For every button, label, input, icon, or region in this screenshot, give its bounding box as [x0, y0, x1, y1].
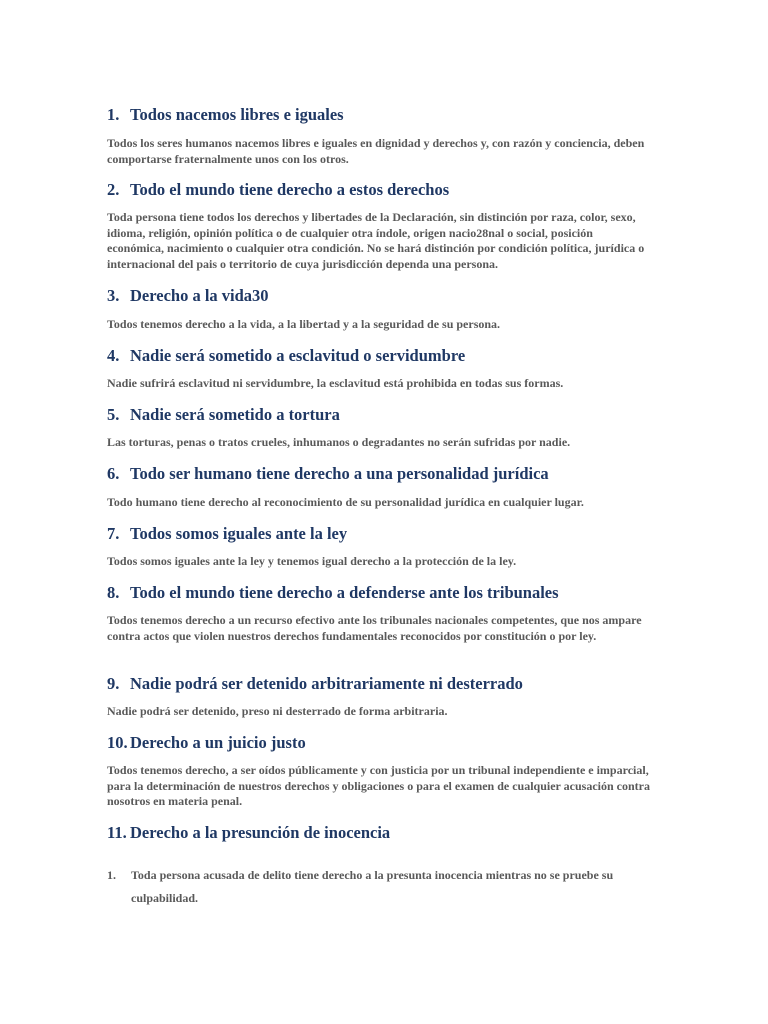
article-number: 5. — [107, 405, 120, 424]
list-item-number: 1. — [107, 868, 116, 882]
article-text-9: Nadie podrá ser detenido, preso ni desterrado de forma arbitraria. — [107, 704, 448, 718]
article-title: Derecho a la vida30 — [130, 286, 269, 305]
article-number: 7. — [107, 524, 120, 543]
article-heading-5 — [107, 405, 340, 425]
article-title: Nadie será sometido a tortura — [130, 405, 340, 424]
article-number: 11. — [107, 823, 127, 842]
article-title: Nadie será sometido a esclavitud o servidumbre — [130, 346, 466, 365]
article-number: 1. — [107, 105, 120, 124]
article-heading-8 — [107, 583, 559, 603]
article-number: 9. — [107, 674, 120, 693]
list-item — [107, 864, 652, 910]
article-heading-3 — [107, 286, 269, 306]
article-number: 8. — [107, 583, 120, 602]
article-number: 2. — [107, 180, 120, 199]
article-heading-10 — [107, 733, 306, 753]
article-text-5: Las torturas, penas o tratos crueles, inhumanos o degradantes no serán sufridas por nadie. — [107, 435, 571, 449]
article-text-2: Toda persona tiene todos los derechos y libertades de la Declaración, sin distinción por raza, color, sexo, idioma, religión, opinión política o de cualquier otra índole, origen nacio28nal o social, posición económica, nacimiento o cualquier otra condición. No se hará distinción por condición política, jurídica o internacional del pais o territorio de cuya jurisdicción dependa una persona. — [107, 210, 645, 271]
article-heading-9 — [107, 674, 523, 694]
article-text-8: Todos tenemos derecho a un recurso efectivo ante los tribunales nacionales competentes, que nos ampare contra actos que violen nuestros derechos fundamentales reconocidos por constitución o por ley. — [107, 613, 642, 643]
article-text-3: Todos tenemos derecho a la vida, a la libertad y a la seguridad de su persona. — [107, 317, 501, 331]
article-text-4: Nadie sufrirá esclavitud ni servidumbre, la esclavitud está prohibida en todas sus formas. — [107, 376, 564, 390]
article-title: Derecho a la presunción de inocencia — [130, 823, 391, 842]
article-title: Nadie podrá ser detenido arbitrariamente ni desterrado — [130, 674, 523, 693]
article-title: Todos nacemos libres e iguales — [130, 105, 344, 124]
article-text-1: Todos los seres humanos nacemos libres e iguales en dignidad y derechos y, con razón y conciencia, deben comportarse fraternalmente unos con los otros. — [107, 136, 645, 166]
article-number: 6. — [107, 464, 120, 483]
article-number: 10. — [107, 733, 128, 752]
article-heading-1 — [107, 105, 344, 125]
article-heading-7 — [107, 524, 347, 544]
article-heading-2 — [107, 180, 449, 200]
article-heading-11 — [107, 823, 390, 843]
article-number: 3. — [107, 286, 120, 305]
article-title: Derecho a un juicio justo — [130, 733, 306, 752]
article-number: 4. — [107, 346, 120, 365]
article-text-6: Todo humano tiene derecho al reconocimiento de su personalidad jurídica en cualquier lugar. — [107, 495, 584, 509]
article-title: Todos somos iguales ante la ley — [130, 524, 348, 543]
list-item-text: Toda persona acusada de delito tiene derecho a la presunta inocencia mientras no se pruebe su culpabilidad. — [131, 868, 614, 905]
presumption-sublist — [107, 864, 652, 910]
article-heading-4 — [107, 346, 465, 366]
article-title: Todo el mundo tiene derecho a estos derechos — [130, 180, 450, 199]
article-title: Todo el mundo tiene derecho a defenderse ante los tribunales — [130, 583, 559, 602]
article-text-10: Todos tenemos derecho, a ser oídos públicamente y con justicia por un tribunal independiente e imparcial, para la determinación de nuestros derechos y obligaciones o para el examen de cualquier acusación contra nosotros en materia penal. — [107, 763, 650, 809]
article-heading-6 — [107, 464, 549, 484]
article-text-7: Todos somos iguales ante la ley y tenemos igual derecho a la protección de la ley. — [107, 554, 517, 568]
article-title: Todo ser humano tiene derecho a una personalidad jurídica — [130, 464, 549, 483]
